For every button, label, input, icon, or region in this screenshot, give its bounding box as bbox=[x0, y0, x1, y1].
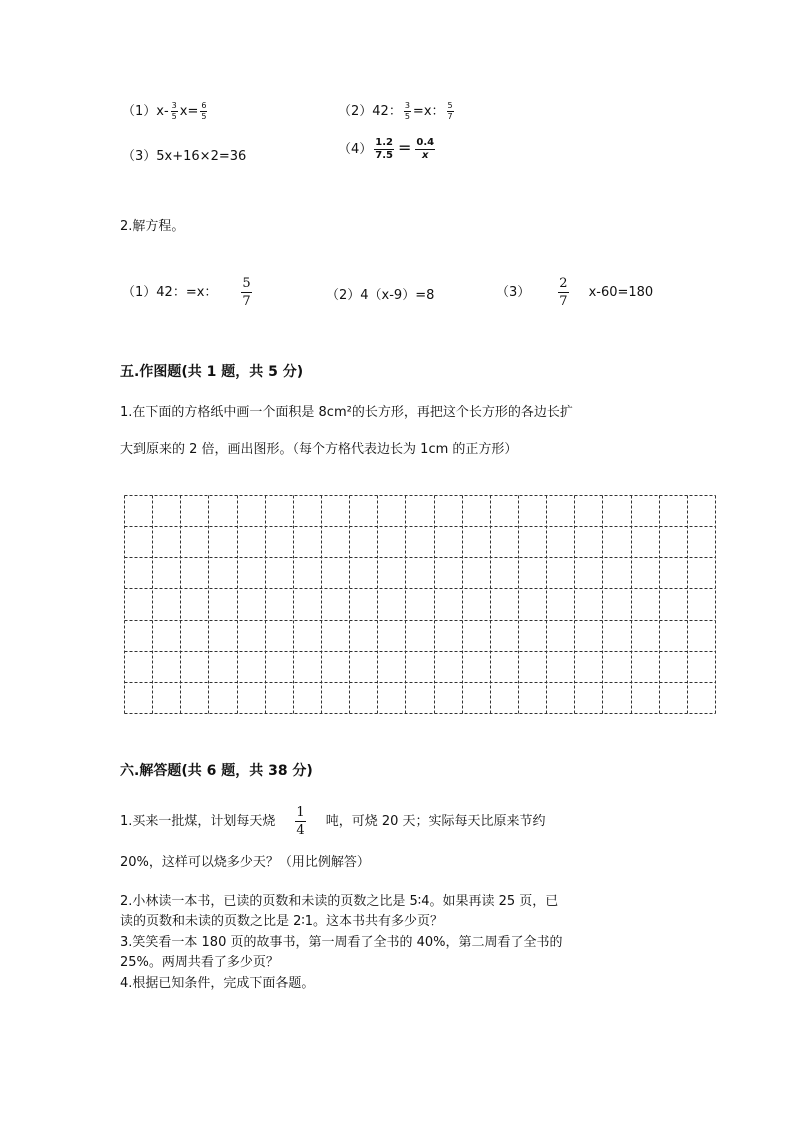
question-text: 大到原来的 2 倍，画出图形。（每个方格代表边长为 1cm 的正方形） bbox=[120, 442, 518, 457]
fraction: $\frac{1}{4}$ bbox=[296, 805, 305, 838]
equation-2: （2）42： $\frac{3}{5}$ =x： $\frac{5}{7}$ bbox=[338, 101, 453, 121]
equation-solve-1: （1）42：=x： $\frac{5}{7}$ bbox=[122, 276, 251, 309]
fraction: $\frac{6}{5}$ bbox=[201, 101, 207, 121]
fraction: $\frac{0.4}{x}$ bbox=[416, 137, 435, 161]
question-text: 2.小林读一本书，已读的页数和未读的页数之比是 5∶4。如果再读 25 页，已 bbox=[120, 894, 559, 909]
fraction: $\frac{3}{5}$ bbox=[171, 101, 177, 121]
equation-4: （4） $\frac{1.2}{7.5}$ = $\frac{0.4}{x}$ bbox=[338, 137, 435, 161]
question-title: 2.解方程。 bbox=[120, 219, 185, 234]
fraction: $\frac{5}{7}$ bbox=[242, 276, 251, 309]
grid-svg bbox=[124, 495, 716, 714]
fraction: $\frac{5}{7}$ bbox=[447, 101, 453, 121]
equation-solve-2: （2）4（x-9）=8 bbox=[326, 288, 435, 303]
grid-paper bbox=[124, 495, 716, 714]
question-text: 读的页数和未读的页数之比是 2∶1。这本书共有多少页？ bbox=[120, 914, 444, 929]
question-text: 4.根据已知条件，完成下面各题。 bbox=[120, 976, 315, 991]
section-heading: 六.解答题(共 6 题，共 38 分) bbox=[120, 763, 313, 779]
fraction: $\frac{1.2}{7.5}$ bbox=[375, 137, 393, 161]
question-text: 20%，这样可以烧多少天？（用比例解答） bbox=[120, 855, 370, 870]
equation-solve-3: （3） $\frac{2}{7}$ x-60=180 bbox=[496, 276, 654, 309]
question-text: 1.买来一批煤，计划每天烧 $\frac{1}{4}$ 吨，可烧 20 天；实际每天比原来节约 bbox=[120, 805, 546, 838]
section-heading: 五.作图题(共 1 题，共 5 分) bbox=[120, 364, 304, 380]
fraction: $\frac{2}{7}$ bbox=[559, 276, 568, 309]
fraction: $\frac{3}{5}$ bbox=[404, 101, 410, 121]
question-text: 3.笑笑看一本 180 页的故事书，第一周看了全书的 40%，第二周看了全书的 bbox=[120, 935, 563, 950]
question-text: 1.在下面的方格纸中画一个面积是 8cm²的长方形，再把这个长方形的各边长扩 bbox=[120, 405, 573, 420]
question-text: 25%。两周共看了多少页？ bbox=[120, 955, 279, 970]
equation-3: （3）5x+16×2=36 bbox=[122, 149, 247, 164]
equation-1: （1）x- $\frac{3}{5}$ x= $\frac{6}{5}$ bbox=[122, 101, 207, 121]
